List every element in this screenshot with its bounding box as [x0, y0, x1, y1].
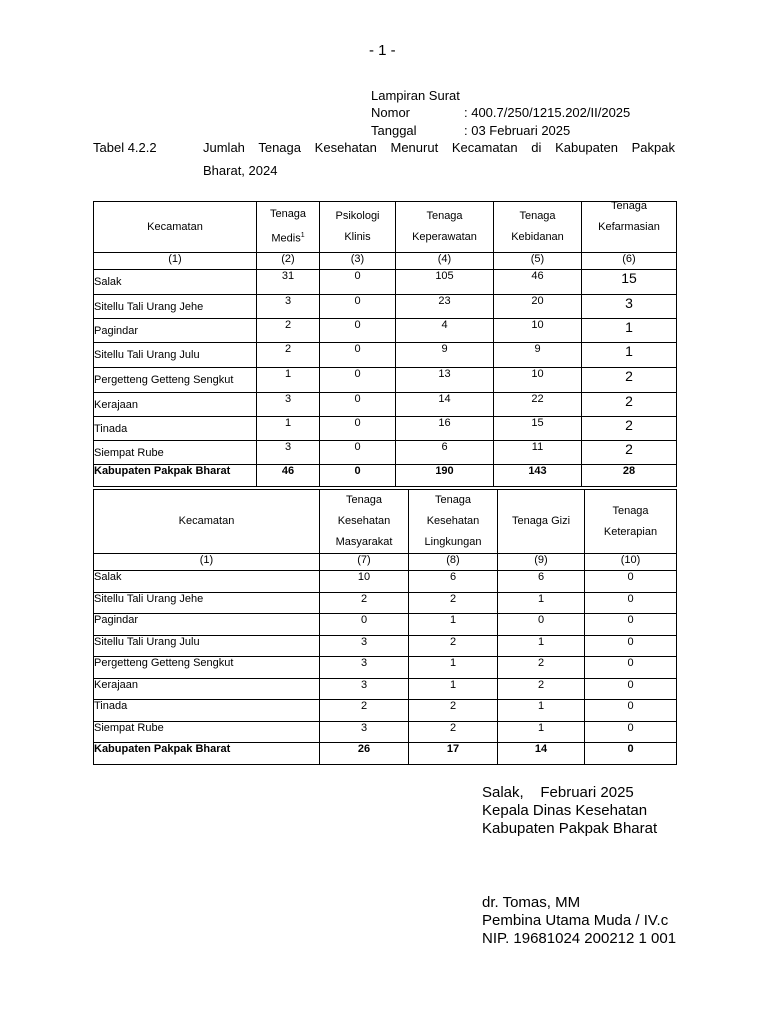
- table-title-line1: Jumlah Tenaga Kesehatan Menurut Kecamatan di Kabupaten Pakpak: [203, 140, 675, 155]
- cell-kecamatan: Siempat Rube: [94, 722, 320, 743]
- cell-value: 22: [494, 393, 582, 417]
- cell-value: 6: [396, 441, 494, 465]
- col-number: (2): [257, 253, 320, 270]
- cell-value: 15: [494, 417, 582, 441]
- cell-value: 2: [409, 700, 498, 722]
- cell-value: 9: [396, 343, 494, 368]
- table-row: [94, 441, 677, 465]
- cell-value: 0: [320, 295, 396, 319]
- col-number: (5): [494, 253, 582, 270]
- cell-value: 1: [409, 614, 498, 636]
- cell-value: 0: [320, 441, 396, 465]
- page-number: - 1 -: [369, 42, 396, 59]
- cell-value: 1: [409, 679, 498, 700]
- cell-total: 17: [409, 743, 498, 765]
- header-tenaga-keterapian-label: Tenaga Keterapian: [603, 504, 658, 538]
- cell-kecamatan: Pagindar: [94, 319, 257, 343]
- table-row: [94, 571, 677, 593]
- cell-value: 6: [409, 571, 498, 593]
- cell-total: 46: [257, 465, 320, 487]
- signature-rank: Pembina Utama Muda / IV.c: [482, 912, 669, 929]
- header-kecamatan: Kecamatan: [94, 202, 257, 253]
- cell-value: 0: [585, 593, 677, 614]
- cell-value: 1: [582, 319, 677, 343]
- cell-value: 11: [494, 441, 582, 465]
- col-number: (8): [409, 554, 498, 571]
- header-psikologi-klinis: [320, 202, 396, 253]
- header-tenaga-kebidanan-label: Tenaga Kebidanan: [511, 210, 564, 243]
- table-row: [94, 319, 677, 343]
- cell-value: 3: [320, 679, 409, 700]
- cell-value: 3: [320, 722, 409, 743]
- cell-kecamatan: Sitellu Tali Urang Jehe: [94, 593, 320, 614]
- cell-total-label: Kabupaten Pakpak Bharat: [94, 743, 320, 765]
- header-tenaga-kesehatan-masyarakat: [320, 490, 409, 554]
- column-number-row: [94, 253, 677, 270]
- col-number: (1): [94, 253, 257, 270]
- signature-position-line2: Kabupaten Pakpak Bharat: [482, 820, 658, 837]
- cell-value: 3: [257, 393, 320, 417]
- nomor-label: Nomor: [371, 105, 411, 120]
- table-row: [94, 393, 677, 417]
- table-row: [94, 343, 677, 368]
- cell-value: 2: [409, 636, 498, 657]
- table-row: [94, 722, 677, 743]
- col-number: (10): [585, 554, 677, 571]
- cell-value: 9: [494, 343, 582, 368]
- cell-total: 0: [320, 465, 396, 487]
- header-tenaga-keterapian: [585, 490, 677, 554]
- cell-total: 26: [320, 743, 409, 765]
- cell-value: 0: [320, 343, 396, 368]
- cell-kecamatan: Salak: [94, 270, 257, 295]
- cell-value: 3: [257, 441, 320, 465]
- cell-kecamatan: Pagindar: [94, 614, 320, 636]
- cell-kecamatan: Tinada: [94, 700, 320, 722]
- header-tenaga-medis: [257, 202, 320, 253]
- table-row: [94, 270, 677, 295]
- cell-value: 1: [257, 368, 320, 393]
- cell-value: 1: [498, 636, 585, 657]
- cell-value: 1: [498, 700, 585, 722]
- header-tenaga-gizi: Tenaga Gizi: [498, 490, 585, 554]
- table-row: [94, 295, 677, 319]
- cell-value: 20: [494, 295, 582, 319]
- cell-total: 190: [396, 465, 494, 487]
- cell-value: 105: [396, 270, 494, 295]
- total-row: [94, 465, 677, 487]
- table-row: [94, 368, 677, 393]
- cell-value: 23: [396, 295, 494, 319]
- tanggal-value: : 03 Februari 2025: [464, 123, 571, 138]
- header-psikologi-klinis-label: Psikologi Klinis: [335, 210, 380, 243]
- col-number: (1): [94, 554, 320, 571]
- cell-value: 10: [494, 319, 582, 343]
- header-tenaga-medis-label: Tenaga Medis: [269, 208, 307, 245]
- cell-value: 1: [257, 417, 320, 441]
- cell-total: 143: [494, 465, 582, 487]
- cell-value: 3: [320, 636, 409, 657]
- table-health-workers-part1: [93, 201, 677, 487]
- header-tenaga-keperawatan-label: Tenaga Keperawatan: [412, 210, 477, 243]
- nomor-value: : 400.7/250/1215.202/II/2025: [464, 105, 631, 120]
- total-row: [94, 743, 677, 765]
- cell-value: 6: [498, 571, 585, 593]
- cell-kecamatan: Kerajaan: [94, 679, 320, 700]
- header-tenaga-keperawatan: [396, 202, 494, 253]
- signature-position-line1: Kepala Dinas Kesehatan: [482, 802, 648, 819]
- table-row: [94, 636, 677, 657]
- cell-value: 2: [498, 657, 585, 679]
- cell-total: 14: [498, 743, 585, 765]
- table-health-workers-part2: [93, 489, 677, 765]
- cell-value: 0: [585, 700, 677, 722]
- header-tenaga-kefarmasian: [582, 202, 677, 253]
- table-row: [94, 700, 677, 722]
- cell-value: 31: [257, 270, 320, 295]
- table-row: [94, 417, 677, 441]
- cell-value: 16: [396, 417, 494, 441]
- cell-value: 2: [582, 417, 677, 441]
- cell-value: 10: [320, 571, 409, 593]
- cell-value: 0: [320, 393, 396, 417]
- cell-kecamatan: Pergetteng Getteng Sengkut: [94, 657, 320, 679]
- col-number: (7): [320, 554, 409, 571]
- cell-value: 0: [585, 679, 677, 700]
- cell-value: 2: [320, 593, 409, 614]
- table-row: [94, 614, 677, 636]
- cell-value: 2: [409, 593, 498, 614]
- cell-value: 0: [585, 657, 677, 679]
- cell-kecamatan: Pergetteng Getteng Sengkut: [94, 368, 257, 393]
- table-header-row: [94, 202, 677, 253]
- cell-value: 2: [582, 393, 677, 417]
- table-row: [94, 679, 677, 700]
- cell-kecamatan: Sitellu Tali Urang Jehe: [94, 295, 257, 319]
- col-number: (3): [320, 253, 396, 270]
- cell-value: 0: [320, 270, 396, 295]
- cell-value: 2: [320, 700, 409, 722]
- cell-value: 0: [585, 636, 677, 657]
- cell-value: 2: [409, 722, 498, 743]
- col-number: (9): [498, 554, 585, 571]
- cell-value: 1: [409, 657, 498, 679]
- cell-kecamatan: Sitellu Tali Urang Julu: [94, 343, 257, 368]
- header-tenaga-kesehatan-masyarakat-label: Tenaga Kesehatan Masyarakat: [335, 494, 393, 548]
- footnote-mark: 1: [300, 232, 305, 240]
- cell-value: 2: [257, 343, 320, 368]
- cell-kecamatan: Salak: [94, 571, 320, 593]
- signature-name: dr. Tomas, MM: [482, 894, 581, 911]
- table-number: Tabel 4.2.2: [93, 140, 157, 155]
- cell-value: 1: [498, 722, 585, 743]
- col-number: (6): [582, 253, 677, 270]
- cell-value: 15: [582, 270, 677, 295]
- header-tenaga-kesehatan-lingkungan-label: Tenaga Kesehatan Lingkungan: [424, 494, 482, 548]
- cell-total-label: Kabupaten Pakpak Bharat: [94, 465, 257, 487]
- table-row: [94, 657, 677, 679]
- cell-kecamatan: Kerajaan: [94, 393, 257, 417]
- table-header-row: [94, 490, 677, 554]
- header-tenaga-kesehatan-lingkungan: [409, 490, 498, 554]
- cell-value: 2: [582, 441, 677, 465]
- cell-value: 0: [498, 614, 585, 636]
- cell-value: 0: [320, 417, 396, 441]
- column-number-row: [94, 554, 677, 571]
- cell-value: 0: [585, 571, 677, 593]
- cell-value: 0: [320, 368, 396, 393]
- signature-nip: NIP. 19681024 200212 1 001: [482, 930, 677, 947]
- cell-value: 14: [396, 393, 494, 417]
- table-title-line2: Bharat, 2024: [203, 163, 278, 178]
- cell-value: 13: [396, 368, 494, 393]
- signature-place-date: Salak, Februari 2025: [482, 784, 634, 801]
- cell-value: 46: [494, 270, 582, 295]
- header-tenaga-kefarmasian-label: Tenaga Kefarmasian: [598, 200, 660, 233]
- cell-total: 28: [582, 465, 677, 487]
- cell-kecamatan: Sitellu Tali Urang Julu: [94, 636, 320, 657]
- header-tenaga-kebidanan: [494, 202, 582, 253]
- cell-value: 3: [320, 657, 409, 679]
- cell-total: 0: [585, 743, 677, 765]
- cell-value: 0: [585, 722, 677, 743]
- cell-value: 4: [396, 319, 494, 343]
- cell-kecamatan: Siempat Rube: [94, 441, 257, 465]
- cell-value: 3: [257, 295, 320, 319]
- lampiran-title: Lampiran Surat: [371, 88, 460, 103]
- cell-value: 1: [498, 593, 585, 614]
- cell-value: 3: [582, 295, 677, 319]
- cell-value: 1: [582, 343, 677, 368]
- cell-value: 2: [498, 679, 585, 700]
- col-number: (4): [396, 253, 494, 270]
- cell-value: 2: [257, 319, 320, 343]
- cell-value: 0: [320, 614, 409, 636]
- cell-value: 10: [494, 368, 582, 393]
- cell-value: 2: [582, 368, 677, 393]
- header-kecamatan: Kecamatan: [94, 490, 320, 554]
- cell-value: 0: [320, 319, 396, 343]
- tanggal-label: Tanggal: [371, 123, 417, 138]
- cell-value: 0: [585, 614, 677, 636]
- cell-kecamatan: Tinada: [94, 417, 257, 441]
- table-row: [94, 593, 677, 614]
